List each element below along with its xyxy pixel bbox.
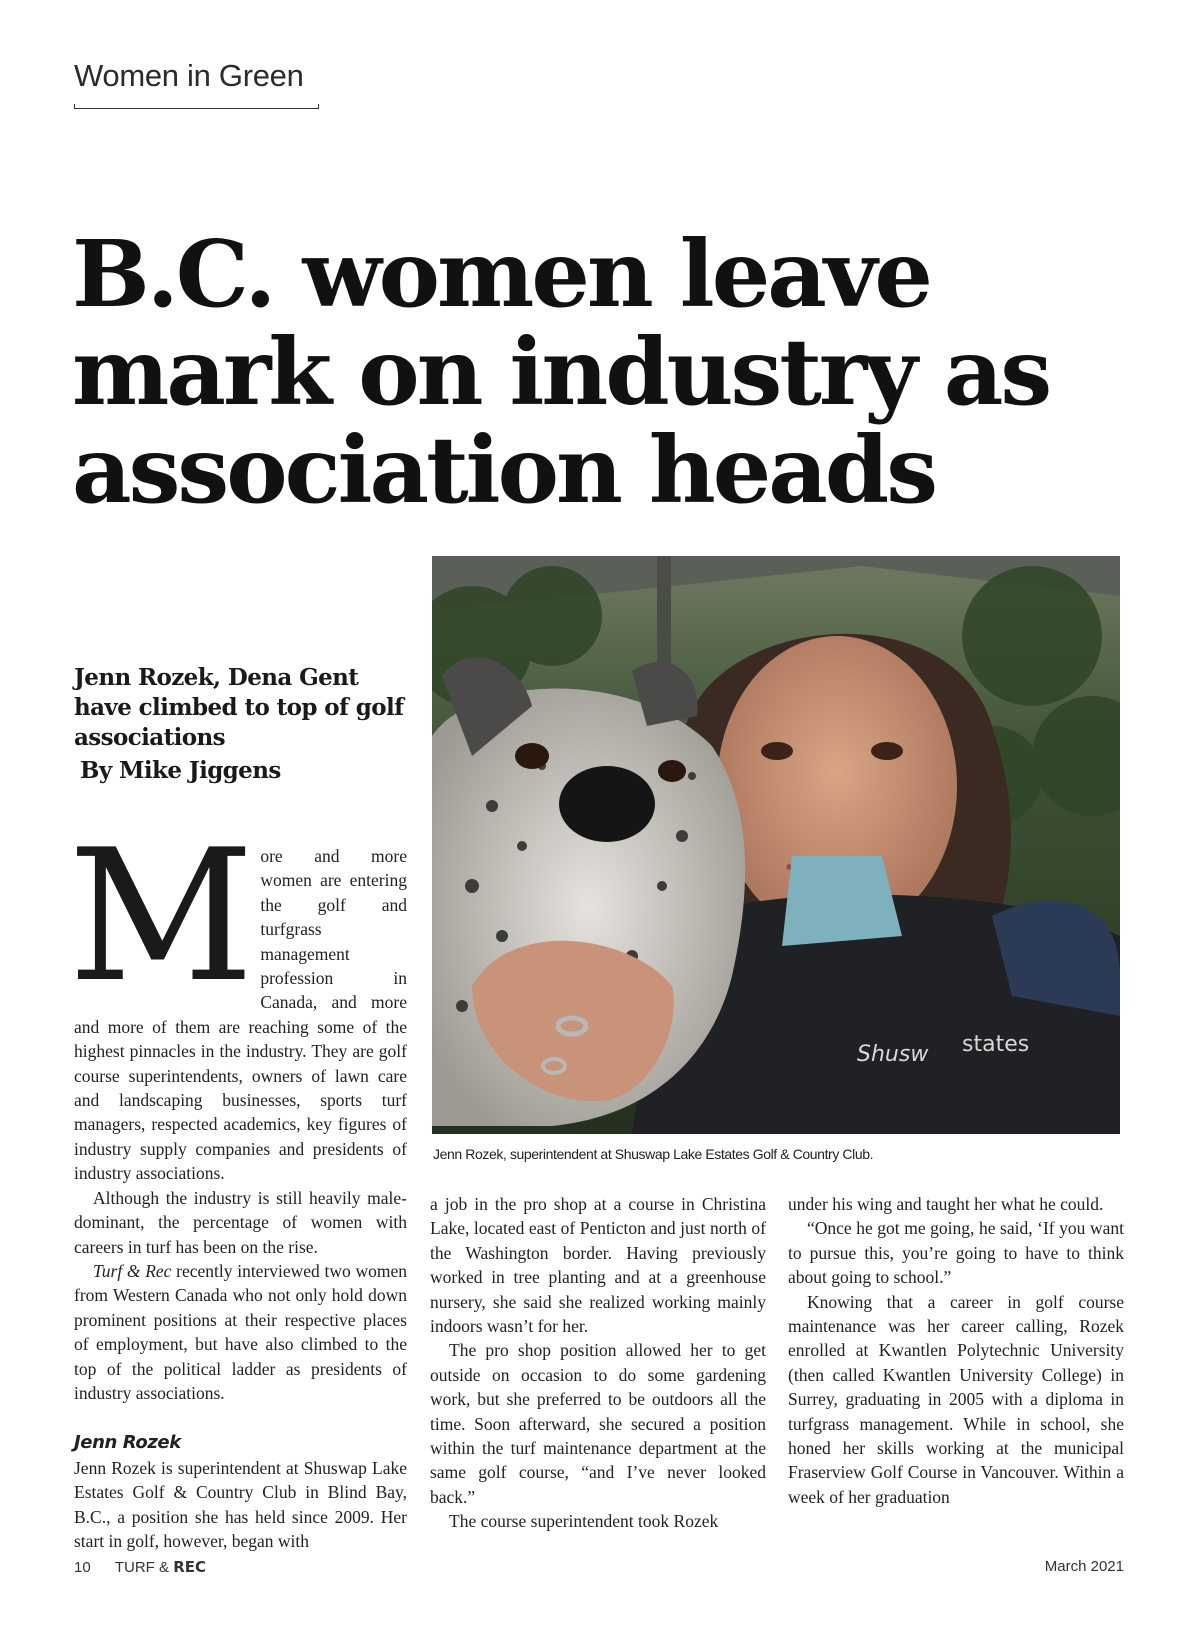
- paragraph: under his wing and taught her what he could.: [788, 1194, 1104, 1214]
- page-number: 10: [74, 1559, 91, 1576]
- footer-left: [74, 1558, 206, 1576]
- photo-illustration: [432, 556, 1120, 1134]
- article-column-2: [430, 1192, 766, 1534]
- brand-bold: REC: [173, 1558, 207, 1576]
- paragraph: The pro shop position allowed her to get outside on occasion to do some gardening work, but she preferred to be outdoors all the time. Soon afterward, she secured a position within the turf maintenance department at the same golf course, “and I’ve never looked back.”: [430, 1340, 766, 1507]
- paragraph-text: recently interviewed two women from Western Canada who not only hold down prominent positions at their respective places of employment, but have also climbed to the top of the political ladder as presidents of industry associations.: [74, 1260, 407, 1403]
- paragraph: The course superintendent took Rozek: [449, 1511, 719, 1532]
- byline: By Mike Jiggens: [80, 757, 281, 784]
- article-column-1: [68, 810, 407, 1553]
- brand-prefix: TURF &: [114, 1559, 174, 1576]
- article-column-3: [788, 1192, 1124, 1509]
- article-photo: [432, 556, 1120, 1134]
- paragraph: Although the industry is still heavily male-dominant, the percentage of women with careers in turf has been on the rise.: [74, 1187, 407, 1257]
- subhead: Jenn Rozek: [74, 1432, 181, 1454]
- paragraph: “Once he got me going, he said, ‘If you want to pursue this, you’re going to have to think about going to school.”: [788, 1218, 1124, 1288]
- deck: Jenn Rozek, Dena Gent have climbed to top of golf associations: [74, 664, 404, 751]
- intro-paragraph: [68, 810, 407, 1186]
- headline: B.C. women leave mark on industry as association heads: [72, 220, 1050, 524]
- photo-caption: Jenn Rozek, superintendent at Shuswap Lake Estates Golf & Country Club.: [433, 1146, 874, 1162]
- section-label: Women in Green: [74, 58, 304, 93]
- drop-cap: M: [68, 810, 255, 1022]
- paragraph: [74, 1259, 407, 1405]
- section-rule: [74, 108, 319, 109]
- paragraph: Jenn Rozek is superintendent at Shuswap Lake Estates Golf & Country Club in Blind Bay, B.C., a position she has held since 2009. Her start in golf, however, began with: [74, 1457, 407, 1551]
- issue-date: March 2021: [1044, 1558, 1124, 1575]
- svg-text:states: states: [962, 1032, 1030, 1057]
- paragraph: a job in the pro shop at a course in Christina Lake, located east of Penticton and just north of the Washington border. Having previously worked in tree planting and at a greenhouse nursery, she said she realized working mainly indoors wasn’t for her.: [430, 1194, 766, 1337]
- publication-brand: [115, 1559, 206, 1576]
- svg-text:Shusw: Shusw: [857, 1042, 929, 1067]
- paragraph: Knowing that a career in golf course maintenance was her career calling, Rozek enrolled at Kwantlen Polytechnic University (then called Kwantlen University College) in Surrey, graduating in 2005 with a diploma in turfgrass management. While in school, she honed her skills working at the municipal Fraserview Golf Course in Vancouver. Within a week of her graduation: [788, 1291, 1124, 1507]
- intro-text: ore and more women are entering the golf and turfgrass management profession in Canada, and more and more of them are reaching some of the highest pinnacles in the industry. They are golf course superintendents, owners of lawn care and landscaping businesses, sports turf managers, respected academics, key figures of industry supply companies and presidents of industry associations.: [74, 846, 407, 1184]
- publication-name: Turf & Rec: [93, 1260, 172, 1281]
